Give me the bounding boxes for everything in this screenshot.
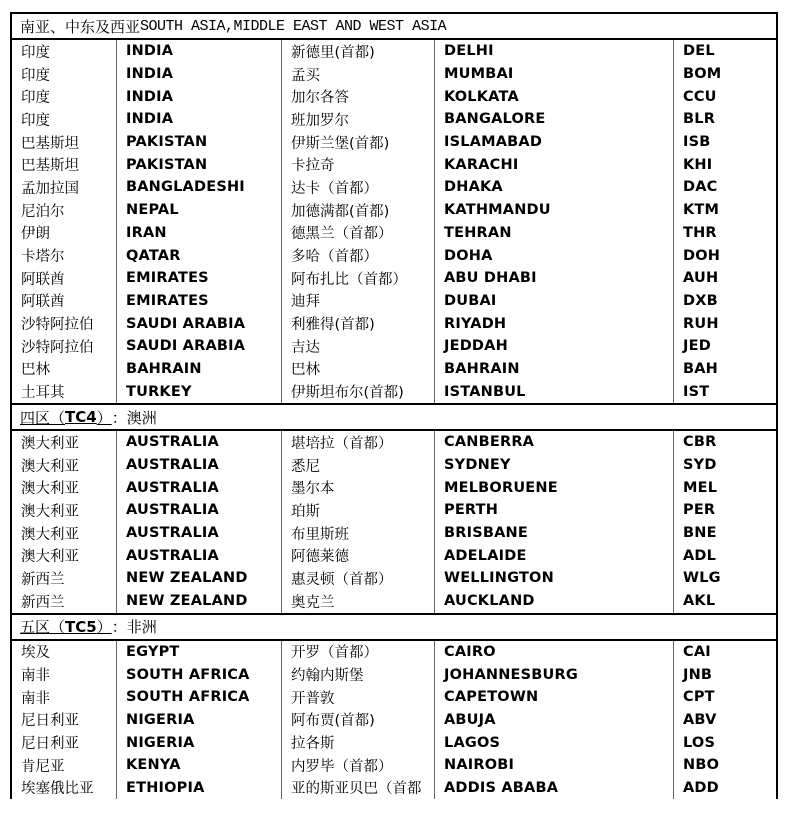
cell-country-en: NIGERIA xyxy=(116,709,281,732)
table-row xyxy=(12,380,776,403)
cell-country-cn: 巴基斯坦 xyxy=(21,158,79,175)
cell-country-cn: 沙特阿拉伯 xyxy=(21,317,94,334)
cell-city-en: DHAKA xyxy=(434,176,673,199)
table-section xyxy=(12,613,776,800)
table-row xyxy=(12,358,776,381)
section-header-text: 南亚、中东及西亚 xyxy=(20,17,141,36)
table-row xyxy=(12,663,776,686)
table-row xyxy=(12,222,776,245)
cell-airport-code: ADD xyxy=(673,777,776,800)
cell-city-en: RIYADH xyxy=(434,312,673,335)
cell-city-cn: 吉达 xyxy=(281,335,434,358)
cell-city-cn: 布里斯班 xyxy=(281,522,434,545)
table-row xyxy=(12,63,776,86)
cell-airport-code: WLG xyxy=(673,567,776,590)
cell-country-en: AUSTRALIA xyxy=(116,431,281,454)
table-row xyxy=(12,731,776,754)
cell-country-en: AUSTRALIA xyxy=(116,499,281,522)
cell-country-en: ETHIOPIA xyxy=(116,777,281,800)
table-row xyxy=(12,709,776,732)
cell-city-en: JOHANNESBURG xyxy=(434,663,673,686)
table-section xyxy=(12,403,776,613)
cell-city-en: NAIROBI xyxy=(434,754,673,777)
cell-city-cn: 堪培拉（首都） xyxy=(281,431,434,454)
cell-country-cn: 澳大利亚 xyxy=(21,435,79,452)
cell-country-en: EMIRATES xyxy=(116,267,281,290)
cell-country-en: EGYPT xyxy=(116,641,281,664)
cell-airport-code: SYD xyxy=(673,454,776,477)
table-row xyxy=(12,244,776,267)
table-row xyxy=(12,476,776,499)
cell-country-en: NIGERIA xyxy=(116,731,281,754)
cell-country-en: SOUTH AFRICA xyxy=(116,663,281,686)
table-row xyxy=(12,454,776,477)
table-row xyxy=(12,777,776,800)
cell-city-cn: 惠灵顿（首都） xyxy=(281,567,434,590)
cell-country-cn: 南非 xyxy=(21,690,50,707)
cell-country-cn: 新西兰 xyxy=(21,594,65,611)
cell-country-en: KENYA xyxy=(116,754,281,777)
cell-city-cn: 多哈（首都） xyxy=(281,244,434,267)
cell-airport-code: BOM xyxy=(673,63,776,86)
table-row xyxy=(12,85,776,108)
cell-city-en: BANGALORE xyxy=(434,108,673,131)
cell-city-en: CAPETOWN xyxy=(434,686,673,709)
table-section xyxy=(12,14,776,403)
cell-airport-code: AKL xyxy=(673,590,776,613)
cell-city-en: MUMBAI xyxy=(434,63,673,86)
cell-country-en: QATAR xyxy=(116,244,281,267)
cell-city-cn: 新德里(首都) xyxy=(281,40,434,63)
section-header-text: ：非洲 xyxy=(111,618,157,636)
cell-airport-code: KTM xyxy=(673,199,776,222)
cell-city-en: ABUJA xyxy=(434,709,673,732)
cell-city-cn: 拉各斯 xyxy=(281,731,434,754)
section-header-text: TC4 xyxy=(65,408,97,426)
cell-city-cn: 悉尼 xyxy=(281,454,434,477)
table-row xyxy=(12,290,776,313)
cell-country-en: PAKISTAN xyxy=(116,131,281,154)
cell-city-en: KATHMANDU xyxy=(434,199,673,222)
cell-country-cn: 印度 xyxy=(21,44,50,61)
cell-country-en: AUSTRALIA xyxy=(116,454,281,477)
cell-city-cn: 达卡（首都） xyxy=(281,176,434,199)
cell-city-cn: 奥克兰 xyxy=(281,590,434,613)
cell-city-cn: 巴林 xyxy=(281,358,434,381)
airport-code-table xyxy=(10,12,778,799)
cell-country-en: SAUDI ARABIA xyxy=(116,312,281,335)
cell-city-en: DELHI xyxy=(434,40,673,63)
table-row xyxy=(12,641,776,664)
cell-country-cn: 澳大利亚 xyxy=(21,503,79,520)
cell-city-en: WELLINGTON xyxy=(434,567,673,590)
cell-city-en: LAGOS xyxy=(434,731,673,754)
cell-country-cn: 伊朗 xyxy=(21,226,50,243)
cell-airport-code: MEL xyxy=(673,476,776,499)
cell-airport-code: BLR xyxy=(673,108,776,131)
cell-airport-code: LOS xyxy=(673,731,776,754)
cell-country-cn: 尼泊尔 xyxy=(21,203,65,220)
cell-city-en: DUBAI xyxy=(434,290,673,313)
cell-airport-code: ABV xyxy=(673,709,776,732)
cell-country-cn: 澳大利亚 xyxy=(21,549,79,566)
cell-country-cn: 阿联酋 xyxy=(21,271,65,288)
cell-country-cn: 沙特阿拉伯 xyxy=(21,339,94,356)
cell-country-cn: 埃塞俄比亚 xyxy=(21,781,94,798)
cell-city-cn: 阿布贾(首都) xyxy=(281,709,434,732)
cell-airport-code: JNB xyxy=(673,663,776,686)
cell-country-en: NEW ZEALAND xyxy=(116,567,281,590)
cell-city-cn: 卡拉奇 xyxy=(281,153,434,176)
cell-city-en: DOHA xyxy=(434,244,673,267)
cell-airport-code: CBR xyxy=(673,431,776,454)
cell-country-cn: 澳大利亚 xyxy=(21,458,79,475)
section-body xyxy=(12,40,776,403)
cell-city-cn: 墨尔本 xyxy=(281,476,434,499)
cell-city-cn: 珀斯 xyxy=(281,499,434,522)
section-header-text: ） xyxy=(96,618,112,636)
section-header-text: ：澳洲 xyxy=(111,408,157,427)
cell-airport-code: DOH xyxy=(673,244,776,267)
section-header-text: 五区（ xyxy=(20,618,66,636)
table-row xyxy=(12,153,776,176)
cell-country-en: SOUTH AFRICA xyxy=(116,686,281,709)
cell-city-en: KOLKATA xyxy=(434,85,673,108)
cell-city-en: ADDIS ABABA xyxy=(434,777,673,800)
cell-city-cn: 加尔各答 xyxy=(281,85,434,108)
cell-airport-code: CPT xyxy=(673,686,776,709)
cell-city-cn: 德黑兰（首都） xyxy=(281,222,434,245)
section-header-text: ） xyxy=(96,408,112,427)
cell-airport-code: CCU xyxy=(673,85,776,108)
cell-country-cn: 南非 xyxy=(21,668,50,685)
table-row xyxy=(12,312,776,335)
cell-city-en: TEHRAN xyxy=(434,222,673,245)
cell-city-cn: 利雅得(首都) xyxy=(281,312,434,335)
cell-city-cn: 伊斯坦布尔(首都) xyxy=(281,380,434,403)
cell-country-cn: 阿联酋 xyxy=(21,294,65,311)
cell-country-en: AUSTRALIA xyxy=(116,476,281,499)
cell-airport-code: PER xyxy=(673,499,776,522)
cell-country-cn: 印度 xyxy=(21,90,50,107)
cell-city-en: SYDNEY xyxy=(434,454,673,477)
table-row xyxy=(12,267,776,290)
section-header-text: 四区（ xyxy=(20,408,66,427)
section-body xyxy=(12,641,776,800)
cell-country-cn: 巴基斯坦 xyxy=(21,135,79,152)
table-row xyxy=(12,522,776,545)
cell-country-cn: 尼日利亚 xyxy=(21,736,79,753)
cell-city-en: BAHRAIN xyxy=(434,358,673,381)
table-row xyxy=(12,567,776,590)
cell-city-cn: 孟买 xyxy=(281,63,434,86)
section-body xyxy=(12,431,776,613)
cell-airport-code: AUH xyxy=(673,267,776,290)
cell-country-cn: 印度 xyxy=(21,112,50,129)
table-row xyxy=(12,335,776,358)
section-header xyxy=(12,14,776,40)
cell-city-en: BRISBANE xyxy=(434,522,673,545)
cell-city-en: ISLAMABAD xyxy=(434,131,673,154)
cell-airport-code: DEL xyxy=(673,40,776,63)
cell-city-cn: 班加罗尔 xyxy=(281,108,434,131)
cell-city-en: JEDDAH xyxy=(434,335,673,358)
cell-country-cn: 新西兰 xyxy=(21,571,65,588)
cell-country-en: TURKEY xyxy=(116,380,281,403)
cell-airport-code: RUH xyxy=(673,312,776,335)
table-row xyxy=(12,199,776,222)
table-row xyxy=(12,131,776,154)
cell-country-cn: 印度 xyxy=(21,67,50,84)
cell-country-cn: 肯尼亚 xyxy=(21,758,65,775)
table-row xyxy=(12,40,776,63)
section-header-text: TC5 xyxy=(65,617,97,636)
cell-city-cn: 伊斯兰堡(首都) xyxy=(281,131,434,154)
cell-country-en: INDIA xyxy=(116,108,281,131)
table-row xyxy=(12,176,776,199)
cell-country-cn: 澳大利亚 xyxy=(21,481,79,498)
cell-city-cn: 加德满都(首都) xyxy=(281,199,434,222)
cell-city-en: MELBORUENE xyxy=(434,476,673,499)
cell-country-en: INDIA xyxy=(116,63,281,86)
cell-country-en: AUSTRALIA xyxy=(116,522,281,545)
table-row xyxy=(12,590,776,613)
cell-city-cn: 内罗毕（首都） xyxy=(281,754,434,777)
cell-country-en: IRAN xyxy=(116,222,281,245)
cell-country-cn: 孟加拉国 xyxy=(21,180,79,197)
cell-country-en: NEPAL xyxy=(116,199,281,222)
cell-airport-code: BAH xyxy=(673,358,776,381)
cell-airport-code: JED xyxy=(673,335,776,358)
cell-airport-code: KHI xyxy=(673,153,776,176)
cell-airport-code: CAI xyxy=(673,641,776,664)
table-row xyxy=(12,544,776,567)
cell-city-en: ISTANBUL xyxy=(434,380,673,403)
table-row xyxy=(12,108,776,131)
table-row xyxy=(12,431,776,454)
cell-country-en: INDIA xyxy=(116,40,281,63)
section-header-text: SOUTH ASIA,MIDDLE EAST AND WEST ASIA xyxy=(140,17,447,35)
cell-airport-code: DAC xyxy=(673,176,776,199)
cell-airport-code: NBO xyxy=(673,754,776,777)
cell-airport-code: ADL xyxy=(673,544,776,567)
cell-city-en: ADELAIDE xyxy=(434,544,673,567)
cell-country-cn: 土耳其 xyxy=(21,385,65,402)
cell-city-cn: 阿布扎比（首都） xyxy=(281,267,434,290)
cell-city-en: ABU DHABI xyxy=(434,267,673,290)
cell-country-en: BAHRAIN xyxy=(116,358,281,381)
cell-country-en: EMIRATES xyxy=(116,290,281,313)
cell-country-en: INDIA xyxy=(116,85,281,108)
cell-country-cn: 卡塔尔 xyxy=(21,249,65,266)
cell-country-cn: 澳大利亚 xyxy=(21,526,79,543)
cell-city-cn: 迪拜 xyxy=(281,290,434,313)
cell-city-en: KARACHI xyxy=(434,153,673,176)
table-row xyxy=(12,754,776,777)
cell-city-en: AUCKLAND xyxy=(434,590,673,613)
cell-airport-code: ISB xyxy=(673,131,776,154)
table-row xyxy=(12,686,776,709)
cell-country-cn: 巴林 xyxy=(21,362,50,379)
cell-airport-code: BNE xyxy=(673,522,776,545)
cell-city-cn: 约翰内斯堡 xyxy=(281,663,434,686)
cell-city-en: CAIRO xyxy=(434,641,673,664)
cell-country-cn: 埃及 xyxy=(21,645,50,662)
section-header xyxy=(12,613,776,641)
cell-airport-code: DXB xyxy=(673,290,776,313)
cell-country-en: AUSTRALIA xyxy=(116,544,281,567)
cell-city-cn: 亚的斯亚贝巴（首都 xyxy=(281,777,434,800)
cell-city-en: CANBERRA xyxy=(434,431,673,454)
cell-country-en: NEW ZEALAND xyxy=(116,590,281,613)
cell-city-cn: 阿德莱德 xyxy=(281,544,434,567)
cell-country-en: BANGLADESHI xyxy=(116,176,281,199)
cell-city-cn: 开罗（首都） xyxy=(281,641,434,664)
section-header xyxy=(12,403,776,431)
cell-airport-code: THR xyxy=(673,222,776,245)
cell-country-en: PAKISTAN xyxy=(116,153,281,176)
cell-airport-code: IST xyxy=(673,380,776,403)
cell-city-en: PERTH xyxy=(434,499,673,522)
cell-country-cn: 尼日利亚 xyxy=(21,713,79,730)
cell-country-en: SAUDI ARABIA xyxy=(116,335,281,358)
table-row xyxy=(12,499,776,522)
cell-city-cn: 开普敦 xyxy=(281,686,434,709)
